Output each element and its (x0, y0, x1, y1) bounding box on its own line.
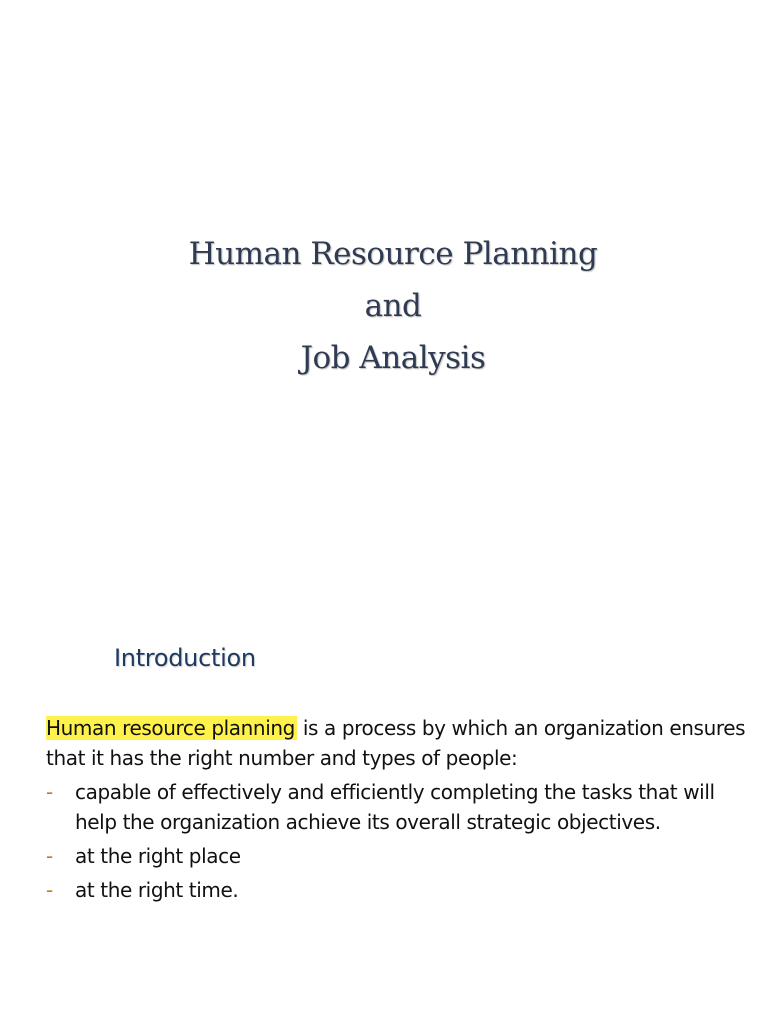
title-line-1: Human Resource Planning (188, 236, 598, 272)
bullet-text: at the right time. (75, 878, 239, 902)
bullet-list (46, 777, 746, 905)
list-item (46, 875, 746, 905)
list-item (46, 777, 746, 837)
intro-text: is a process by which an organization ensures that it has the right number and types of people: (46, 716, 746, 770)
document-title (0, 228, 768, 384)
bullet-text: capable of effectively and efficiently completing the tasks that will help the organization achieve its overall strategic objectives. (75, 780, 715, 834)
bullet-text: at the right place (75, 844, 241, 868)
list-item (46, 841, 746, 871)
highlighted-term: Human resource planning (46, 716, 295, 740)
title-line-2: and (364, 288, 422, 324)
intro-paragraph (46, 713, 746, 909)
section-heading-introduction: Introduction (114, 644, 256, 672)
bullet-dash: - (46, 780, 53, 804)
title-line-3: Job Analysis (300, 340, 486, 376)
bullet-dash: - (46, 844, 53, 868)
bullet-dash: - (46, 878, 53, 902)
